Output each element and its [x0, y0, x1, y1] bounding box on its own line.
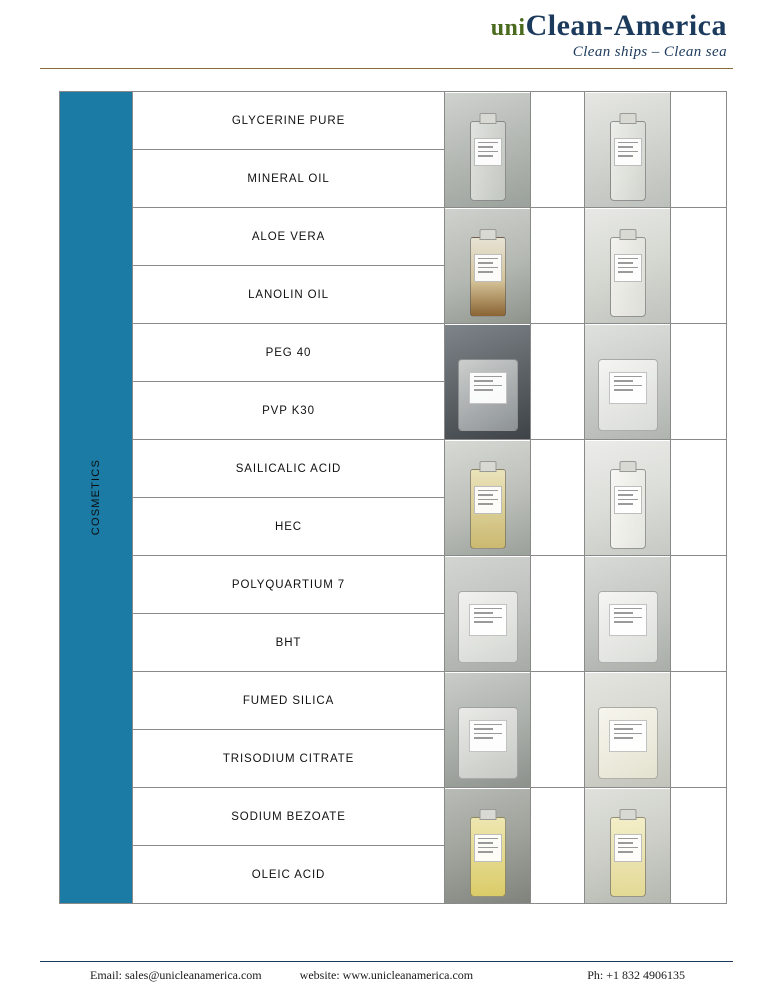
- label-line: [618, 155, 634, 157]
- bag-shape: [458, 359, 518, 431]
- product-photo-cell: [585, 324, 671, 440]
- label-line: [618, 151, 638, 153]
- bottle-label: [474, 254, 502, 282]
- brand-tagline: Clean ships – Clean sea: [572, 43, 727, 60]
- product-name: LANOLIN OIL: [133, 266, 445, 324]
- label-line: [478, 503, 494, 505]
- product-name: GLYCERINE PURE: [133, 92, 445, 150]
- product-name: PEG 40: [133, 324, 445, 382]
- bottle-label: [614, 834, 642, 862]
- label-line: [618, 258, 638, 260]
- label-line: [478, 262, 494, 264]
- brand-logo: [491, 10, 727, 61]
- label-line: [618, 494, 634, 496]
- product-photo-cell: [445, 92, 531, 208]
- label-line: [478, 490, 498, 492]
- bag-label: [469, 720, 507, 752]
- brand-title-uni: uni: [490, 15, 526, 41]
- label-line: [478, 851, 494, 853]
- product-name: TRISODIUM CITRATE: [133, 730, 445, 788]
- label-line: [474, 389, 494, 391]
- label-line: [618, 851, 634, 853]
- spacer-cell: [671, 672, 727, 788]
- product-name: SAILICALIC ACID: [133, 440, 445, 498]
- label-line: [478, 847, 498, 849]
- label-line: [618, 499, 638, 501]
- label-line: [478, 155, 494, 157]
- table-row: [60, 324, 727, 382]
- label-line: [474, 612, 494, 614]
- product-photo: [445, 325, 530, 439]
- label-line: [474, 617, 502, 619]
- brand-title-dash: -: [603, 9, 614, 42]
- bottle-shape: [610, 817, 646, 897]
- product-photo-cell: [585, 672, 671, 788]
- label-line: [478, 494, 494, 496]
- spacer-cell: [531, 208, 585, 324]
- footer-website: website: www.unicleanamerica.com: [299, 967, 474, 982]
- label-line: [478, 258, 498, 260]
- label-line: [614, 617, 642, 619]
- label-line: [474, 737, 494, 739]
- label-line: [474, 733, 502, 735]
- spacer-cell: [531, 92, 585, 208]
- header-divider: [40, 68, 733, 69]
- label-line: [618, 847, 638, 849]
- label-line: [474, 621, 494, 623]
- product-photo-cell: [585, 556, 671, 672]
- table-row: [60, 788, 727, 846]
- label-line: [614, 385, 642, 387]
- label-line: [478, 271, 494, 273]
- label-line: [614, 376, 642, 378]
- label-line: [478, 838, 498, 840]
- product-photo-cell: [585, 788, 671, 904]
- product-name: ALOE VERA: [133, 208, 445, 266]
- spacer-cell: [671, 788, 727, 904]
- product-name: SODIUM BEZOATE: [133, 788, 445, 846]
- product-photo: [585, 209, 670, 323]
- bottle-label: [474, 138, 502, 166]
- product-name: MINERAL OIL: [133, 150, 445, 208]
- bag-shape: [458, 707, 518, 779]
- label-line: [614, 380, 634, 382]
- footer-phone: Ph: +1 832 4906135: [587, 967, 685, 982]
- brand-title-clean: Clean: [525, 9, 604, 42]
- spacer-cell: [671, 208, 727, 324]
- label-line: [478, 146, 494, 148]
- label-line: [618, 146, 634, 148]
- product-photo: [585, 441, 670, 555]
- product-photo: [585, 325, 670, 439]
- label-line: [614, 608, 642, 610]
- table-row: [60, 440, 727, 498]
- label-line: [618, 842, 634, 844]
- label-line: [474, 728, 494, 730]
- label-line: [618, 271, 634, 273]
- spacer-cell: [531, 556, 585, 672]
- bag-shape: [598, 707, 658, 779]
- label-line: [618, 142, 638, 144]
- label-line: [614, 389, 634, 391]
- product-photo: [445, 673, 530, 787]
- label-line: [614, 733, 642, 735]
- products-table: [59, 91, 727, 904]
- bottle-shape: [470, 469, 506, 549]
- brand-title: [491, 10, 727, 42]
- label-line: [618, 838, 638, 840]
- product-photo-cell: [445, 440, 531, 556]
- footer-divider: [40, 961, 733, 962]
- bottle-label: [614, 254, 642, 282]
- product-photo: [445, 93, 530, 207]
- spacer-cell: [671, 556, 727, 672]
- product-photo: [585, 789, 670, 903]
- bag-label: [609, 604, 647, 636]
- bag-label: [469, 604, 507, 636]
- product-name: FUMED SILICA: [133, 672, 445, 730]
- footer-email: Email: sales@unicleanamerica.com: [90, 967, 262, 982]
- spacer-cell: [531, 672, 585, 788]
- bottle-label: [614, 138, 642, 166]
- product-photo: [445, 789, 530, 903]
- product-photo-cell: [585, 92, 671, 208]
- bottle-label: [474, 834, 502, 862]
- product-photo: [445, 209, 530, 323]
- spacer-cell: [531, 788, 585, 904]
- product-photo: [585, 93, 670, 207]
- product-photo-cell: [445, 208, 531, 324]
- product-photo: [445, 441, 530, 555]
- label-line: [618, 267, 638, 269]
- product-photo-cell: [445, 672, 531, 788]
- label-line: [478, 842, 494, 844]
- product-photo: [445, 557, 530, 671]
- bag-label: [609, 720, 647, 752]
- product-name: PVP K30: [133, 382, 445, 440]
- bottle-label: [614, 486, 642, 514]
- label-line: [618, 490, 638, 492]
- label-line: [474, 376, 502, 378]
- product-photo-cell: [445, 556, 531, 672]
- table-row: [60, 556, 727, 614]
- label-line: [614, 621, 634, 623]
- label-line: [474, 608, 502, 610]
- bottle-shape: [470, 817, 506, 897]
- label-line: [474, 385, 502, 387]
- bottle-shape: [610, 469, 646, 549]
- label-line: [614, 737, 634, 739]
- bag-shape: [598, 359, 658, 431]
- label-line: [614, 728, 634, 730]
- bottle-shape: [610, 237, 646, 317]
- brand-title-america: America: [613, 9, 727, 42]
- label-line: [618, 262, 634, 264]
- spacer-cell: [671, 324, 727, 440]
- spacer-cell: [671, 440, 727, 556]
- label-line: [478, 151, 498, 153]
- product-name: OLEIC ACID: [133, 846, 445, 904]
- label-line: [614, 724, 642, 726]
- product-name: HEC: [133, 498, 445, 556]
- product-photo: [585, 557, 670, 671]
- label-line: [474, 724, 502, 726]
- product-photo-cell: [585, 440, 671, 556]
- product-name: BHT: [133, 614, 445, 672]
- bottle-label: [474, 486, 502, 514]
- spacer-cell: [671, 92, 727, 208]
- category-cell: [60, 92, 133, 904]
- product-name: POLYQUARTIUM 7: [133, 556, 445, 614]
- table-row: [60, 208, 727, 266]
- category-label: COSMETICS: [90, 459, 102, 536]
- label-line: [618, 503, 634, 505]
- label-line: [478, 267, 498, 269]
- bottle-shape: [610, 121, 646, 201]
- bottle-shape: [470, 237, 506, 317]
- bag-shape: [598, 591, 658, 663]
- label-line: [474, 380, 494, 382]
- page-header: [0, 0, 773, 72]
- product-photo-cell: [585, 208, 671, 324]
- table-row: [60, 672, 727, 730]
- page-footer: [40, 964, 733, 986]
- bag-label: [609, 372, 647, 404]
- label-line: [614, 612, 634, 614]
- spacer-cell: [531, 440, 585, 556]
- bag-shape: [458, 591, 518, 663]
- bag-label: [469, 372, 507, 404]
- product-photo-cell: [445, 324, 531, 440]
- product-photo-cell: [445, 788, 531, 904]
- table-row: [60, 92, 727, 150]
- product-photo: [585, 673, 670, 787]
- label-line: [478, 499, 498, 501]
- spacer-cell: [531, 324, 585, 440]
- bottle-shape: [470, 121, 506, 201]
- label-line: [478, 142, 498, 144]
